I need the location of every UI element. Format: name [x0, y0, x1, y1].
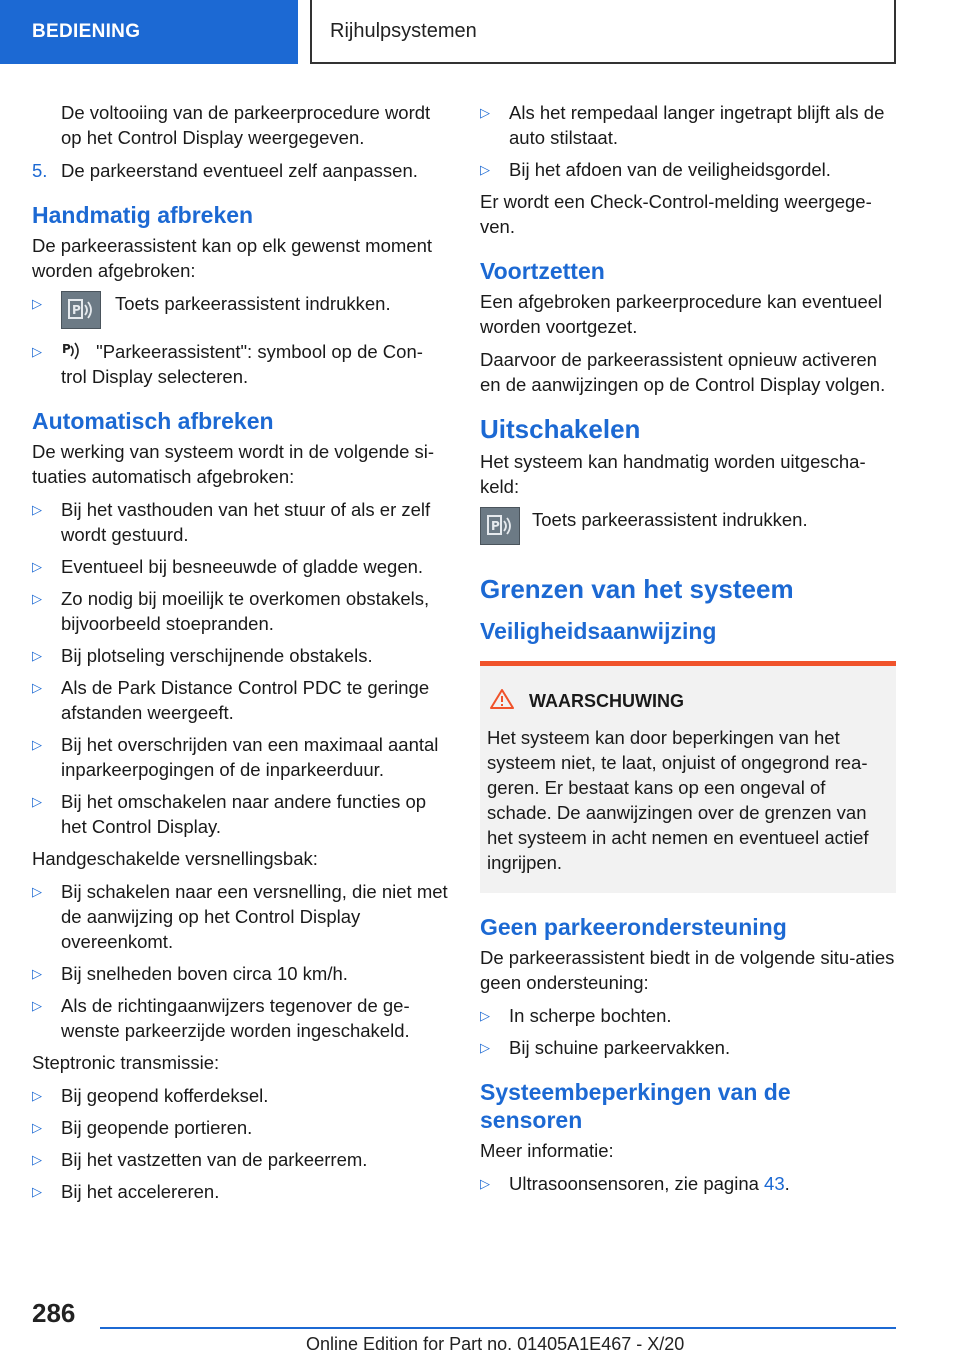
bullet-triangle-icon: ▷ [32, 1184, 42, 1199]
bullet-text: Bij het overschrijden van een maximaal aantal inparkeerpogingen of de inparkeerduur. [61, 734, 439, 780]
list-item [32, 732, 448, 782]
parking-assistant-button-icon [61, 291, 101, 329]
page-header [0, 0, 960, 66]
edition-text: Online Edition for Part no. 01405A1E467 - X/20 [306, 1334, 685, 1354]
list-item [32, 1083, 448, 1108]
heading-sensor-limits: Systeembeperkingen van de sensoren [480, 1079, 791, 1133]
steptronic-label: Steptronic transmissie: [32, 1052, 220, 1073]
list-item [480, 100, 896, 150]
bullet-triangle-icon: ▷ [480, 1040, 490, 1055]
bullet-text: Ultrasoonsensoren, zie pagina [509, 1173, 765, 1194]
no-support-text: De parkeerassistent biedt in de volgende situ‐aties geen ondersteuning: [480, 947, 895, 993]
heading-continue: Voortzetten [480, 258, 605, 284]
bullet-text: Bij het vasthouden van het stuur of als er zelf wordt gestuurd. [61, 499, 431, 545]
footer-divider [100, 1327, 896, 1329]
list-item [32, 789, 448, 839]
list-item [32, 993, 448, 1043]
continue-text-1: Een afgebroken parkeerprocedure kan eventueel worden voortgezet. [480, 291, 883, 337]
bullet-triangle-icon: ▷ [32, 1120, 42, 1135]
intro-continuation: De voltooiing van de parkeerprocedure wordt op het Control Display weergegeven. [61, 102, 431, 148]
list-item [32, 1115, 448, 1140]
bullet-triangle-icon: ▷ [32, 884, 42, 899]
warning-label: WAARSCHUWING [529, 691, 684, 711]
svg-text:P: P [62, 342, 71, 356]
bullet-triangle-icon: ▷ [480, 1176, 490, 1191]
bullet-suffix: . [784, 1173, 790, 1194]
heading-limits: Grenzen van het systeem [480, 574, 794, 604]
bullet-triangle-icon: ▷ [480, 1008, 490, 1023]
list-item [32, 675, 448, 725]
bullet-triangle-icon: ▷ [32, 966, 42, 981]
list-item [32, 1147, 448, 1172]
bullet-text: Toets parkeerassistent indrukken. [115, 293, 391, 314]
list-item [32, 643, 448, 668]
bullet-text: Eventueel bij besneeuwde of gladde wegen. [61, 556, 424, 577]
bullet-text: Als de Park Distance Control PDC te geringe afstanden weergeeft. [61, 677, 430, 723]
bullet-text: Bij het afdoen van de veiligheidsgordel. [509, 159, 831, 180]
list-item [480, 1171, 896, 1196]
bullet-triangle-icon: ▷ [32, 296, 42, 311]
bullet-triangle-icon: ▷ [32, 648, 42, 663]
bullet-text: Bij plotseling verschijnende obstakels. [61, 645, 373, 666]
manual-gearbox-list [32, 879, 448, 1043]
bullet-triangle-icon: ▷ [32, 680, 42, 695]
manual-cancel-text: De parkeerassistent kan op elk gewenst moment worden afgebroken: [32, 235, 433, 281]
list-item [32, 586, 448, 636]
bullet-text: Bij geopende portieren. [61, 1117, 253, 1138]
page-link[interactable]: 43 [764, 1173, 785, 1194]
bullet-text: Als het rempedaal langer ingetrapt blijft als de auto stilstaat. [509, 102, 885, 148]
parking-assistant-symbol-icon [61, 340, 87, 362]
bullet-triangle-icon: ▷ [32, 1088, 42, 1103]
bullet-triangle-icon: ▷ [480, 105, 490, 120]
bullet-triangle-icon: ▷ [32, 559, 42, 574]
step-5 [32, 158, 448, 183]
bullet-text: Bij het accelereren. [61, 1181, 220, 1202]
list-item [32, 961, 448, 986]
warning-triangle-icon [489, 688, 515, 715]
bullet-triangle-icon: ▷ [32, 591, 42, 606]
parking-assistant-button-icon [480, 507, 520, 545]
bullet-triangle-icon: ▷ [32, 344, 42, 359]
bullet-text: Als de richtingaanwijzers tegenover de ge‐wenste parkeerzijde worden ingeschakeld. [61, 995, 410, 1041]
heading-auto-cancel: Automatisch afbreken [32, 408, 274, 434]
warning-title [487, 688, 889, 715]
bullet-text: Bij schakelen naar een versnelling, die niet met de aanwijzing op het Control Display overeenkomt. [61, 881, 448, 952]
auto-cancel-list [32, 497, 448, 839]
sensor-limits-text: Meer informatie: [480, 1140, 614, 1161]
page-footer [0, 1290, 960, 1362]
bullet-triangle-icon: ▷ [32, 502, 42, 517]
list-item [32, 554, 448, 579]
bullet-triangle-icon: ▷ [32, 794, 42, 809]
heading-manual-cancel: Handmatig afbreken [32, 202, 254, 228]
heading-no-support: Geen parkeerondersteuning [480, 914, 787, 940]
switch-off-icon-text: Toets parkeerassistent indrukken. [532, 509, 808, 530]
right-column [480, 100, 896, 1203]
bullet-triangle-icon: ▷ [32, 737, 42, 752]
auto-cancel-text: De werking van systeem wordt in de volgende si‐tuaties automatisch afgebroken: [32, 441, 435, 487]
bullet-text: In scherpe bochten. [509, 1005, 672, 1026]
list-item [32, 291, 448, 329]
section-tab: BEDIENING [0, 0, 298, 64]
svg-text:P: P [491, 519, 500, 533]
page-number: 286 [32, 1298, 76, 1328]
bullet-text: "Parkeerassistent": symbool op de Con‐trol Display selecteren. [61, 341, 423, 387]
bullet-triangle-icon: ▷ [32, 1152, 42, 1167]
list-item [480, 157, 896, 182]
heading-safety: Veiligheidsaanwijzing [480, 618, 717, 644]
check-control-text: Er wordt een Check-Control-melding weergege‐ven. [480, 191, 872, 237]
switch-off-icon-row [480, 507, 896, 545]
continue-text-2: Daarvoor de parkeerassistent opnieuw activeren en de aanwijzingen op de Control Display volgen. [480, 349, 886, 395]
left-column [32, 100, 448, 1211]
chapter-title: Rijhulpsystemen [310, 0, 896, 64]
bullet-text: Bij snelheden boven circa 10 km/h. [61, 963, 348, 984]
list-item [32, 497, 448, 547]
list-item [32, 879, 448, 954]
list-item [480, 1003, 896, 1028]
warning-box [480, 661, 896, 893]
heading-switch-off: Uitschakelen [480, 414, 641, 444]
manual-gearbox-label: Handgeschakelde versnellingsbak: [32, 848, 318, 869]
steptronic-list [32, 1083, 448, 1204]
bullet-text: Zo nodig bij moeilijk te overkomen obstakels, bijvoorbeeld stoepranden. [61, 588, 430, 634]
list-item [32, 339, 448, 389]
list-item [480, 1035, 896, 1060]
bullet-triangle-icon: ▷ [32, 998, 42, 1013]
switch-off-text: Het systeem kan handmatig worden uitgescha‐keld: [480, 451, 866, 497]
bullet-text: Bij schuine parkeervakken. [509, 1037, 731, 1058]
step-number: 5. [32, 160, 48, 181]
bullet-text: Bij geopend kofferdeksel. [61, 1085, 269, 1106]
bullet-text: Bij het vastzetten van de parkeerrem. [61, 1149, 368, 1170]
step-text: De parkeerstand eventueel zelf aanpassen. [61, 160, 418, 181]
list-item [32, 1179, 448, 1204]
bullet-triangle-icon: ▷ [480, 162, 490, 177]
svg-text:P: P [72, 303, 81, 317]
bullet-text: Bij het omschakelen naar andere functies op het Control Display. [61, 791, 427, 837]
warning-text: Het systeem kan door beperkingen van het systeem niet, te laat, onjuist of ongegrond rea‐geren. Er bestaat kans op een ongeval of schade. De aanwijzingen over de grenzen van het systeem in acht nemen en eventueel actief ingrijpen. [487, 727, 869, 873]
